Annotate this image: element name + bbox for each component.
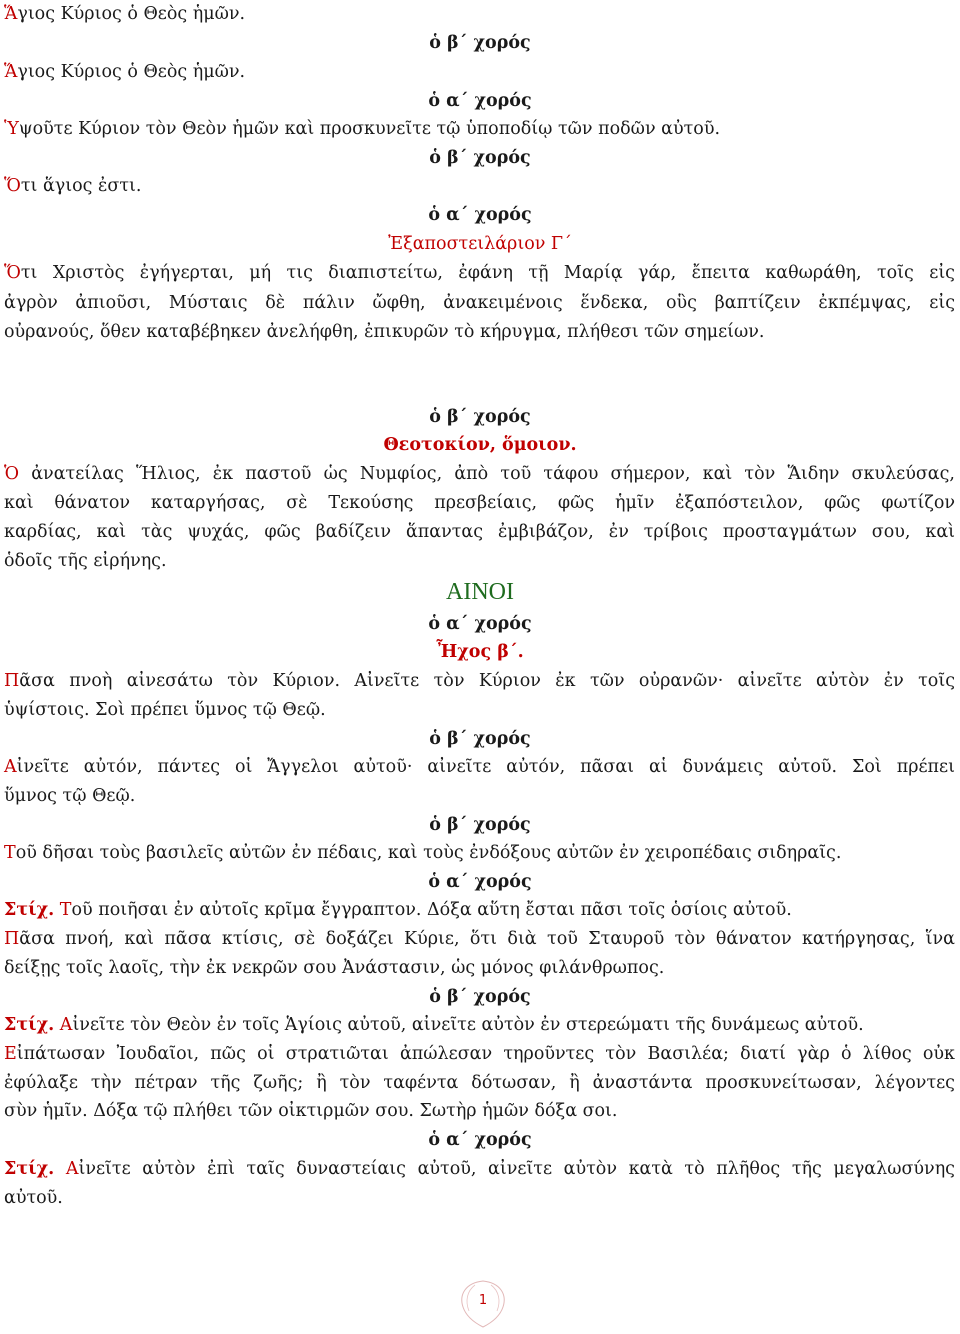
initial-letter: Ε [4, 1044, 17, 1064]
initial-letter: Ὅ [4, 176, 21, 196]
choir-heading: ὁ α΄ χορός [428, 614, 532, 634]
hymn-line: ὁδοῖς τῆς εἰρήνης. [4, 551, 167, 571]
hymn-line [4, 839, 841, 867]
section-title: Θεοτοκίον, ὅμοιον. [383, 435, 577, 455]
initial-letter: Τ [4, 843, 16, 863]
hymn-line: ὕμνος τῷ Θεῷ. [4, 786, 136, 806]
hymn-text: ἰπάτωσαν Ἰουδαῖοι, πῶς οἱ στρατιῶται ἀπώλεσαν τηροῦντες τὸν Βασιλέα; διατί γὰρ ὁ λίθος οὐκ [16, 1044, 955, 1064]
stichos-line [4, 1155, 955, 1183]
initial-letter: Α [65, 1159, 79, 1179]
initial-letter: Ἅ [4, 62, 18, 82]
hymn-line [4, 259, 955, 287]
hymn-line [4, 1040, 955, 1068]
hymn-line: οὐρανούς, ὅθεν καταβέβηκεν ἀνελήφθη, ἐπικυρῶν τὸ κήρυγμα, πλήθεσι τῶν σημείων. [4, 322, 765, 342]
hymn-text: τι Χριστὸς ἐγήγερται, μή τις διαπιστείτω, ἐφάνη τῇ Μαρίᾳ γάρ, ἔπειτα καθωράθη, τοῖς εἰς [20, 263, 955, 283]
hymn-line [4, 460, 955, 488]
hymn-line: δείξῃς τοῖς λαοῖς, τὴν ἐκ νεκρῶν σου Ἀνάστασιν, ὡς μόνος φιλάνθρωπος. [4, 958, 665, 978]
verse-line [4, 58, 245, 86]
choir-heading: ὁ α΄ χορός [428, 91, 532, 111]
stichos-line [4, 896, 792, 924]
echos-heading: Ἦχος β΄. [436, 642, 524, 662]
verse-line [4, 172, 141, 200]
hymn-line: σὺν ἡμῖν. Δόξα τῷ πλήθει τῶν οἰκτιρμῶν σου. Σωτὴρ ἡμῶν δόξα σοι. [4, 1101, 618, 1121]
initial-letter: Ὑ [4, 119, 19, 139]
verse-text: γιος Κύριος ὁ Θεὸς ἡμῶν. [17, 4, 246, 24]
stichos-text: οῦ ποιῆσαι ἐν αὐτοῖς κρῖμα ἔγγραπτον. Δόξα αὕτη ἔσται πᾶσι τοῖς ὁσίοις αὐτοῦ. [71, 900, 792, 920]
choir-heading: ὁ α΄ χορός [428, 872, 532, 892]
choir-heading: ὁ β΄ χορός [429, 407, 531, 427]
initial-letter: Ὅ [4, 263, 21, 283]
hymn-line: καὶ θάνατον καταργήσας, σὲ Τεκούσης πρεσβείαις, φῶς ἡμῖν ἐξαπόστειλον, φῶς φωτίζον [4, 493, 955, 513]
page-number: 1 [478, 1293, 488, 1308]
initial-letter: Π [4, 929, 20, 949]
choir-heading: ὁ β΄ χορός [429, 148, 531, 168]
page-number-ornament [455, 1279, 511, 1329]
hymn-text: ᾶσα πνοὴ αἰνεσάτω τὸν Κύριον. Αἰνεῖτε τὸν Κύριον ἐκ τῶν οὐρανῶν· αἰνεῖτε αὐτὸν ἐν τοῖς [19, 671, 955, 691]
hymn-line [4, 925, 955, 953]
initial-letter: Ἅ [4, 4, 18, 24]
verse-line [4, 115, 720, 143]
verse-line [4, 0, 245, 28]
verse-text: τι ἅγιος ἐστι. [20, 176, 142, 196]
stichos-label: Στίχ. [4, 1159, 55, 1179]
hymn-line [4, 667, 955, 695]
verse-text: γιος Κύριος ὁ Θεὸς ἡμῶν. [17, 62, 246, 82]
verse-text: ψοῦτε Κύριον τὸν Θεὸν ἡμῶν καὶ προσκυνεῖτε τῷ ὑποποδίῳ τῶν ποδῶν αὐτοῦ. [18, 119, 721, 139]
initial-letter: Π [4, 671, 20, 691]
hymn-line: καρδίας, καὶ τὰς ψυχάς, φῶς βαδίζειν ἅπαντας ἐμβιβάζον, ἐν τρίβοις προσταγμάτων σου, καὶ [4, 522, 955, 542]
hymn-line: ὑψίστοις. Σοὶ πρέπει ὕμνος τῷ Θεῷ. [4, 700, 326, 720]
stichos-text: ἰνεῖτε αὐτὸν ἐπὶ ταῖς δυναστείαις αὐτοῦ, αἰνεῖτε αὐτὸν κατὰ τὸ πλῆθος τῆς μεγαλωσύνης [78, 1159, 955, 1179]
ainoi-title: ΑΙΝΟΙ [446, 579, 514, 605]
hymn-line: αὐτοῦ. [4, 1188, 63, 1208]
hymn-text: οῦ δῆσαι τοὺς βασιλεῖς αὐτῶν ἐν πέδαις, καὶ τοὺς ἐνδόξους αὐτῶν ἐν χειροπέδαις σιδηραῖς. [15, 843, 842, 863]
choir-heading: ὁ β΄ χορός [429, 815, 531, 835]
section-title: Ἐξαποστειλάριον Γ΄ [388, 234, 572, 254]
stichos-text: ἰνεῖτε τὸν Θεὸν ἐν τοῖς Ἁγίοις αὐτοῦ, αἰνεῖτε αὐτὸν ἐν στερεώματι τῆς δυνάμεως αὐτοῦ. [72, 1015, 864, 1035]
choir-heading: ὁ β΄ χορός [429, 729, 531, 749]
initial-letter: Τ [59, 900, 72, 920]
stichos-label: Στίχ. [4, 900, 55, 920]
stichos-line [4, 1011, 864, 1039]
hymn-text: ᾶσα πνοή, καὶ πᾶσα κτίσις, σὲ δοξάζει Κύριε, ὅτι διὰ τοῦ Σταυροῦ τὸν θάνατον κατήργησας, ἵνα [19, 929, 955, 949]
choir-heading: ὁ β΄ χορός [429, 987, 531, 1007]
choir-heading: ὁ α΄ χορός [428, 1130, 532, 1150]
hymn-text: ἀνατείλας Ἥλιος, ἐκ παστοῦ ὡς Νυμφίος, ἀπὸ τοῦ τάφου σήμερον, καὶ τὸν Ἅιδην σκυλεύσας, [19, 464, 955, 484]
hymn-line: ἀγρὸν ἀπιοῦσι, Μύσταις δὲ πάλιν ὤφθη, ἀνακειμένοις ἕνδεκα, οὓς βαπτίζειν ἐκπέμψας, εἰς [4, 293, 955, 313]
stichos-label: Στίχ. [4, 1015, 55, 1035]
choir-heading: ὁ α΄ χορός [428, 205, 532, 225]
hymn-text: ἰνεῖτε αὐτόν, πάντες οἱ Ἄγγελοι αὐτοῦ· αἰνεῖτε αὐτόν, πᾶσαι αἱ δυνάμεις αὐτοῦ. Σοὶ πρέπει [16, 757, 955, 777]
hymn-line: ἐφύλαξε τὴν πέτραν τῆς ζωῆς; ἢ τὸν ταφέντα δότωσαν, ἢ ἀναστάντα προσκυνείτωσαν, λέγοντες [4, 1073, 955, 1093]
choir-heading: ὁ β΄ χορός [429, 33, 531, 53]
hymn-line [4, 753, 955, 781]
initial-letter: Ὁ [4, 464, 20, 484]
initial-letter: Α [59, 1015, 73, 1035]
initial-letter: Α [4, 757, 17, 777]
